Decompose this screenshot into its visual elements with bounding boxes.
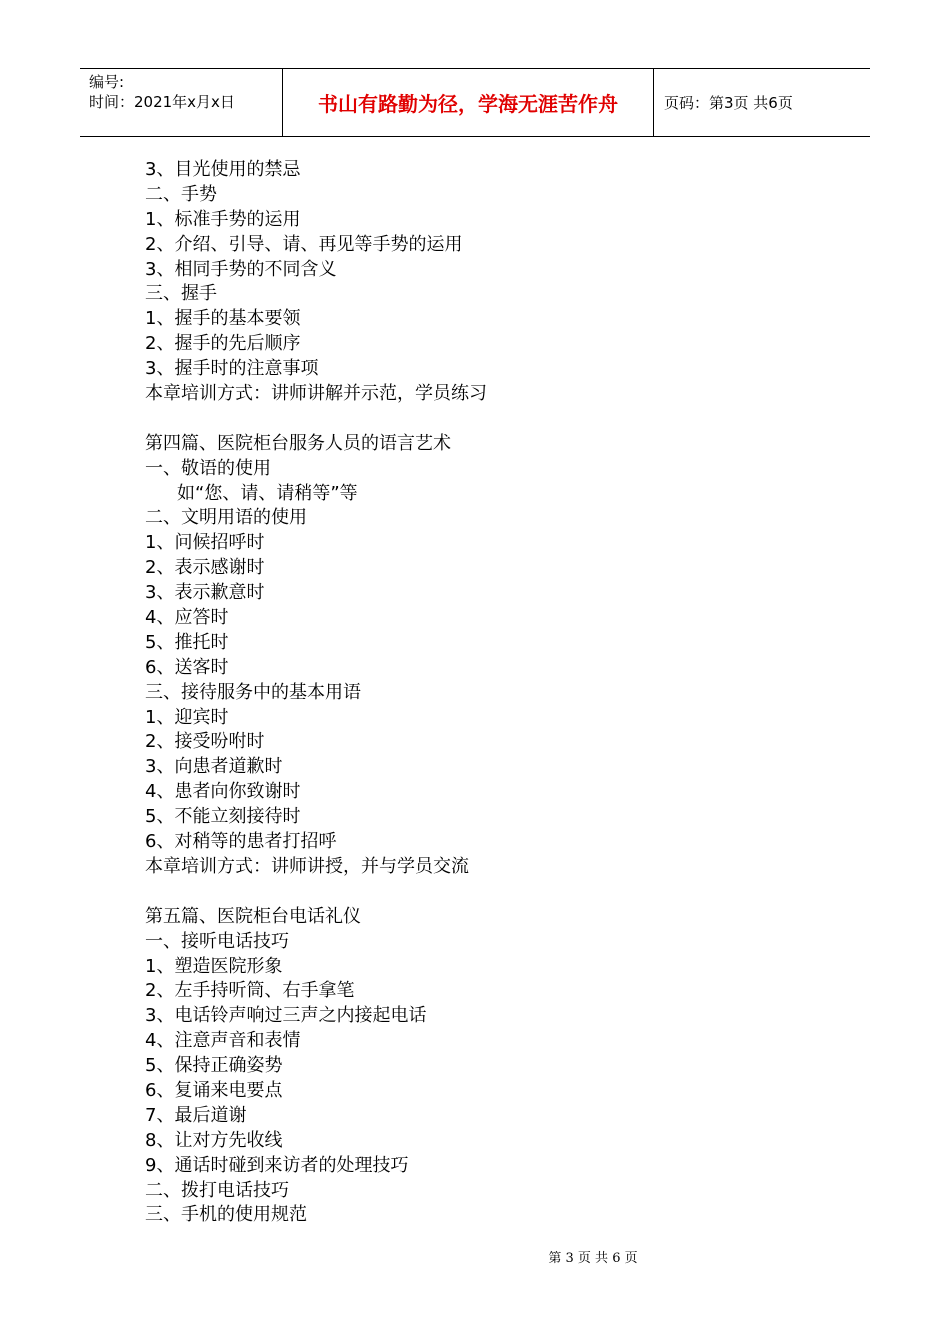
text-line: 三、接待服务中的基本用语 <box>145 681 361 703</box>
text-line: 6、复诵来电要点 <box>145 1079 283 1101</box>
text-line: 二、手势 <box>145 183 217 205</box>
text-line: 如“您、请、请稍等”等 <box>177 482 358 504</box>
text-line: 一、接听电话技巧 <box>145 930 289 952</box>
text-line: 7、最后道谢 <box>145 1104 247 1126</box>
text-line: 5、推托时 <box>145 631 229 653</box>
text-line: 2、介绍、引导、请、再见等手势的运用 <box>145 233 463 255</box>
document-body <box>145 158 845 1228</box>
text-line: 5、保持正确姿势 <box>145 1055 283 1077</box>
text-line: 本章培训方式：讲师讲授，并与学员交流 <box>145 855 469 877</box>
text-line: 4、注意声音和表情 <box>145 1030 301 1052</box>
text-line: 8、让对方先收线 <box>145 1129 283 1151</box>
document-date: 时间：2021年x月x日 <box>89 93 235 111</box>
text-line: 2、表示感谢时 <box>145 557 265 579</box>
footer-page-number: 第 3 页 共 6 页 <box>548 1251 638 1266</box>
text-line: 本章培训方式：讲师讲解并示范，学员练习 <box>145 383 487 405</box>
text-line: 4、应答时 <box>145 607 229 629</box>
text-line: 1、塑造医院形象 <box>145 955 283 977</box>
text-line: 2、左手持听筒、右手拿笔 <box>145 980 355 1002</box>
text-line: 2、接受吩咐时 <box>145 731 265 753</box>
text-line: 三、手机的使用规范 <box>145 1204 307 1226</box>
text-line: 3、目光使用的禁忌 <box>145 159 301 180</box>
text-line: 6、送客时 <box>145 656 229 678</box>
text-line: 三、握手 <box>145 283 217 305</box>
text-line: 3、电话铃声响过三声之内接起电话 <box>145 1005 427 1027</box>
text-line: 4、患者向你致谢时 <box>145 781 301 803</box>
document-number-label: 编号: <box>89 73 125 91</box>
text-line: 1、迎宾时 <box>145 706 229 728</box>
text-line: 3、相同手势的不同含义 <box>145 258 337 280</box>
text-line: 3、握手时的注意事项 <box>145 358 319 380</box>
text-line: 1、标准手势的运用 <box>145 208 301 230</box>
text-line: 3、表示歉意时 <box>145 582 265 604</box>
text-line: 6、对稍等的患者打招呼 <box>145 831 337 853</box>
text-line: 第五篇、医院柜台电话礼仪 <box>145 905 361 927</box>
header-motto: 书山有路勤为径，学海无涯苦作舟 <box>282 69 654 136</box>
text-line: 第四篇、医院柜台服务人员的语言艺术 <box>145 432 451 454</box>
text-line: 9、通话时碰到来访者的处理技巧 <box>145 1154 409 1176</box>
blank-line <box>145 407 845 432</box>
blank-line <box>145 880 845 905</box>
text-line: 5、不能立刻接待时 <box>145 806 301 828</box>
text-line: 1、握手的基本要领 <box>145 308 301 330</box>
header-meta <box>80 69 282 136</box>
text-line: 1、问候招呼时 <box>145 532 265 554</box>
text-line: 3、向患者道歉时 <box>145 756 283 778</box>
header-page-info: 页码：第3页 共6页 <box>664 94 793 112</box>
page-footer <box>0 1247 950 1266</box>
text-line: 二、拨打电话技巧 <box>145 1179 289 1201</box>
text-line: 2、握手的先后顺序 <box>145 333 301 355</box>
text-line: 一、敬语的使用 <box>145 457 271 479</box>
text-line: 二、文明用语的使用 <box>145 507 307 529</box>
page-header <box>80 68 870 137</box>
